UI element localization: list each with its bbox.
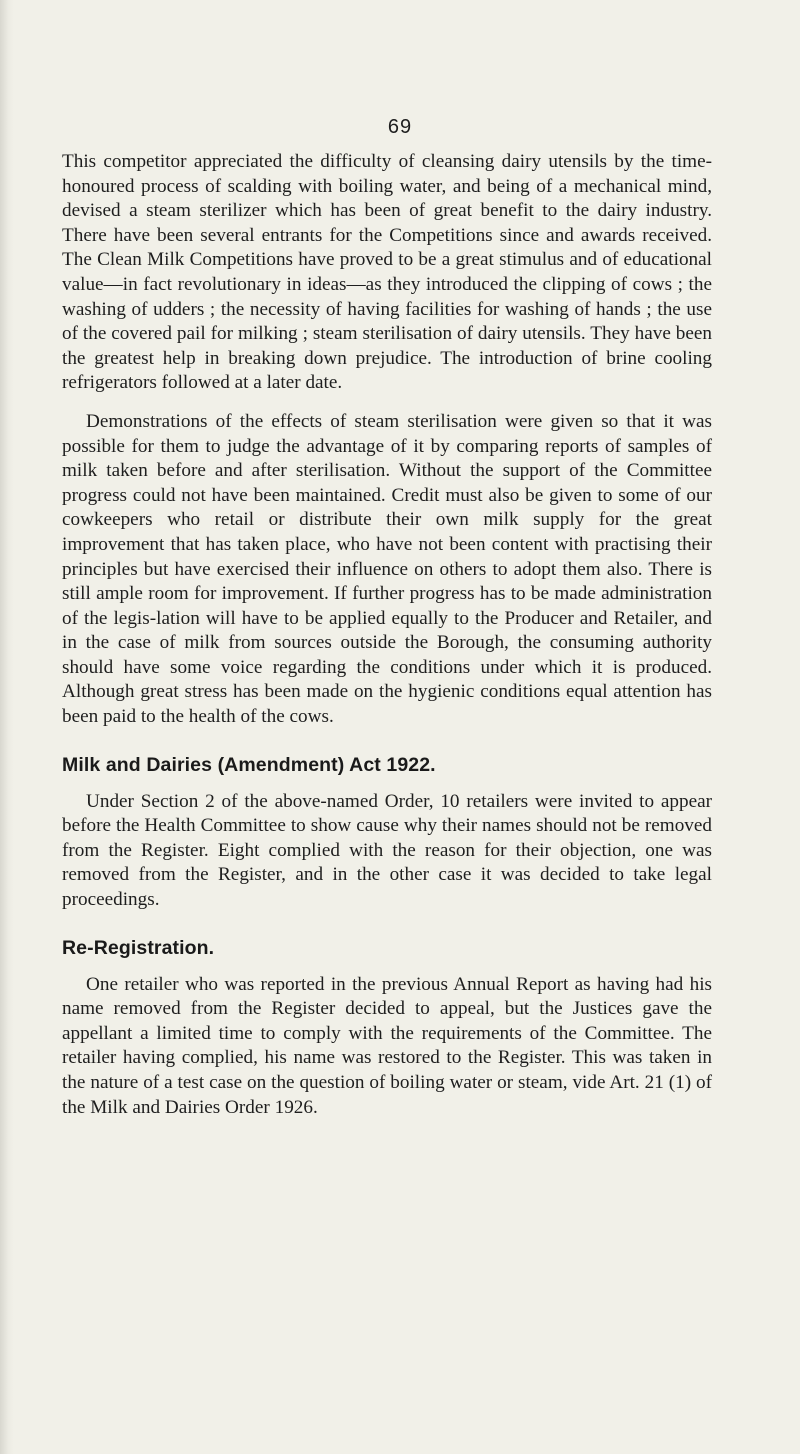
paragraph-demonstrations: Demonstrations of the effects of steam sterilisation were given so that it was possible for them to judge the advantage of it by comparing reports of samples of milk taken before and after sterilisation. Without the support of the Committee progress could not have been maintained. Credit must also be given to some of our cowkeepers who retail or distribute their own milk supply for the great improvement that has taken place, who have not been content with practising their principles but have exercised their influence on others to adopt them also. There is still ample room for improvement. If further progress has to be made administration of the legis-lation will have to be applied equally to the Producer and Retailer, and in the case of milk from sources outside the Borough, the consuming authority should have some voice regarding the conditions under which it is produced. Although great stress has been made on the hygienic conditions equal attention has been paid to the health of the cows. <box>62 410 712 728</box>
section-body: Under Section 2 of the above-named Order, 10 retailers were invited to appear before the Health Committee to show cause why their names should not be removed from the Register. Eight complied with the reason for their objection, one was removed from the Register, and in the other case it was decided to take legal proceedings. <box>62 790 712 911</box>
page-body <box>62 150 712 1120</box>
page-number: 69 <box>387 116 413 138</box>
section-milk-dairies-amendment-act <box>62 752 712 913</box>
section-heading: Re-Registration. <box>62 936 215 959</box>
section-re-registration <box>62 935 712 1121</box>
section-body: One retailer who was reported in the previous Annual Report as having had his name removed from the Register decided to appeal, but the Justices gave the appellant a limited time to comply with the requirements of the Committee. The retailer having complied, his name was restored to the Register. This was taken in the nature of a test case on the question of boiling water or steam, vide Art. 21 (1) of the Milk and Dairies Order 1926. <box>62 973 712 1118</box>
paragraph-competitor: This competitor appreciated the difficulty of cleansing dairy utensils by the time-honoured process of scalding with boiling water, and being of a mechanical mind, devised a steam sterilizer which has been of great benefit to the dairy industry. There have been several entrants for the Competitions since and awards received. The Clean Milk Competitions have proved to be a great stimulus and of educational value—in fact revolutionary in ideas—as they introduced the clipping of cows ; the washing of udders ; the necessity of having facilities for washing of hands ; the use of the covered pail for milking ; steam sterilisation of dairy utensils. They have been the greatest help in breaking down prejudice. The introduction of brine cooling refrigerators followed at a later date. <box>62 151 712 394</box>
section-heading: Milk and Dairies (Amendment) Act 1922. <box>62 753 436 776</box>
page-left-edge-shadow <box>0 0 14 1454</box>
